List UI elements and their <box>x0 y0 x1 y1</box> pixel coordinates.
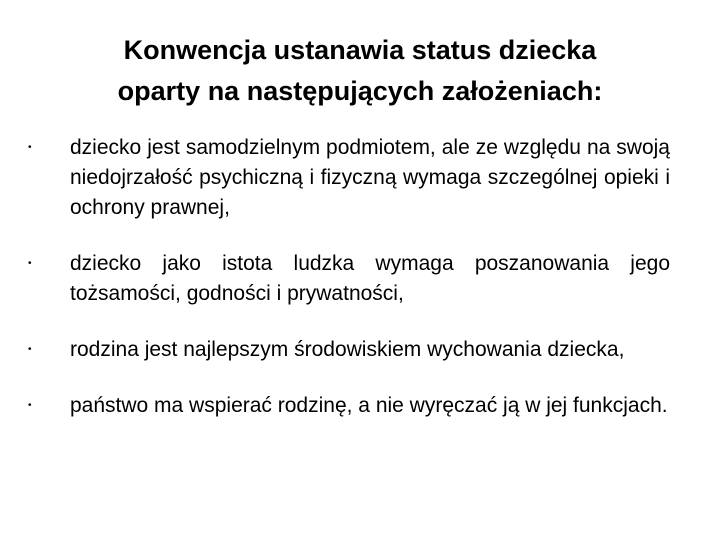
bullet-item-4 <box>28 391 670 421</box>
bullet-marker: • <box>28 142 32 153</box>
bullet-text-3: rodzina jest najlepszym środowiskiem wychowania dziecka, <box>70 338 625 361</box>
bullet-marker: • <box>28 400 32 411</box>
slide-title <box>60 30 660 112</box>
bullet-marker: • <box>28 344 32 355</box>
bullet-item-1 <box>28 133 670 223</box>
bullet-text-4: państwo ma wspierać rodzinę, a nie wyręczać ją w jej funkcjach. <box>70 394 668 417</box>
bullet-item-2 <box>28 249 670 309</box>
slide-title-line-1: Konwencja ustanawia status dziecka <box>123 35 597 65</box>
slide-title-line-2: oparty na następujących założeniach: <box>117 76 603 106</box>
bullet-text-2: dziecko jako istota ludzka wymaga poszanowania jego tożsamości, godności i prywatności, <box>70 252 670 305</box>
bullet-item-3 <box>28 335 670 365</box>
bullet-marker: • <box>28 258 32 269</box>
bullet-text-1: dziecko jest samodzielnym podmiotem, ale ze względu na swoją niedojrzałość psychiczną i fizyczną wymaga szczególnej opieki i ochrony prawnej, <box>70 136 670 219</box>
bullet-list <box>0 133 720 421</box>
